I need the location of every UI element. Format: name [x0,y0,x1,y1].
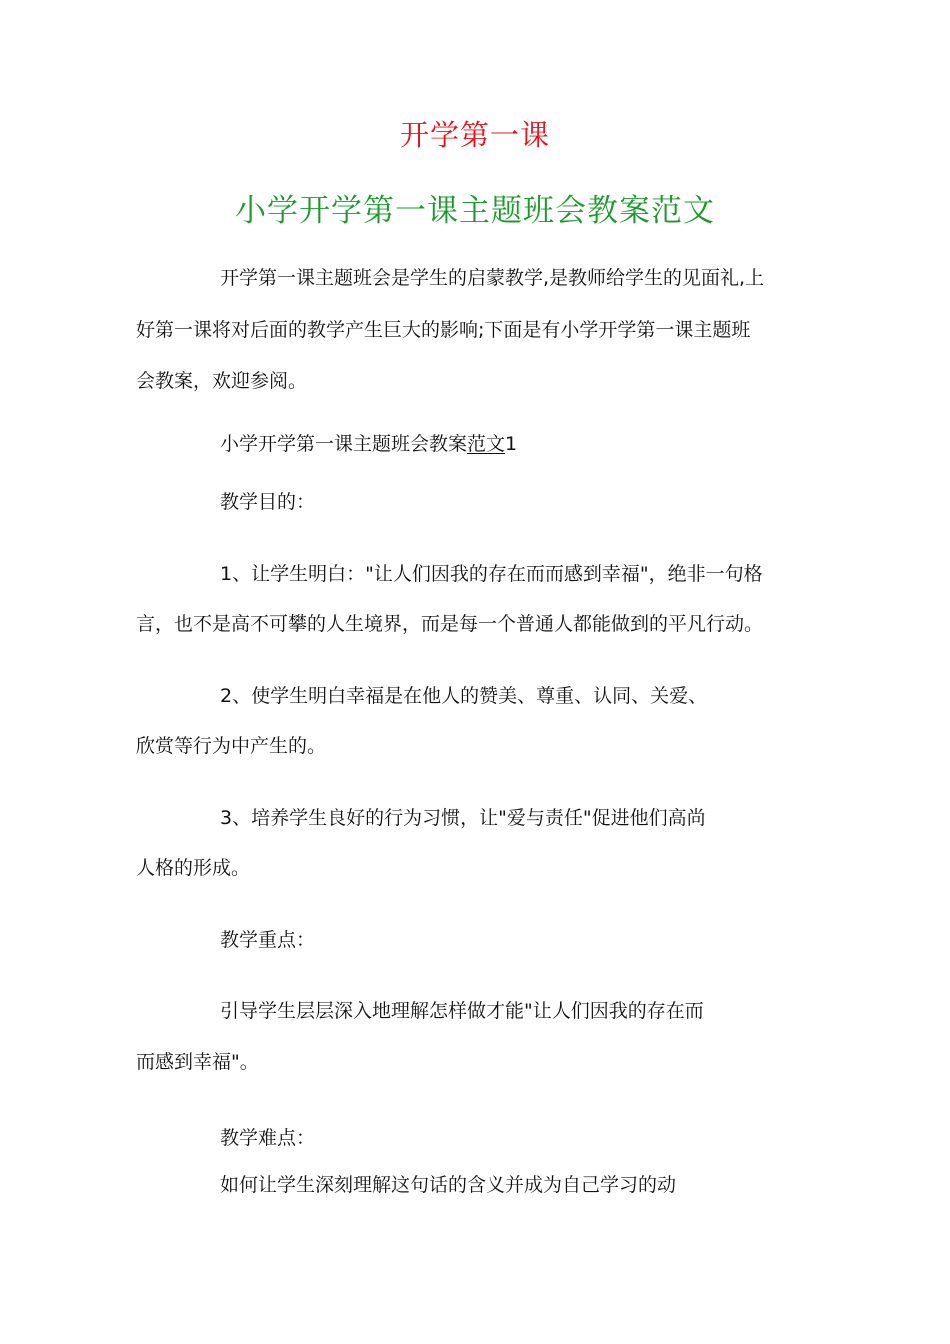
intro-line: 开学第一课主题班会是学生的启蒙教学,是教师给学生的见面礼,上 [220,267,765,289]
objectives-label: 教学目的： [220,491,316,513]
section-heading-text: 小学开学第一课主题班会教案 [220,433,468,455]
document-subtitle: 小学开学第一课主题班会教案范文 [235,193,715,229]
objective-line: 1、让学生明白："让人们因我的存在而而感到幸福"，绝非一句格 [220,563,763,585]
objective-line: 言，也不是高不可攀的人生境界，而是每一个普通人都能做到的平凡行动。 [136,613,764,635]
key-points-line: 而感到幸福"。 [136,1051,259,1073]
section-heading-number: 1 [505,433,518,455]
document-title: 开学第一课 [399,118,550,152]
intro-line: 好第一课将对后面的教学产生巨大的影响;下面是有小学开学第一课主题班 [136,319,751,341]
section-heading [220,432,517,456]
objective-line: 3、培养学生良好的行为习惯，让"爱与责任"促进他们高尚 [220,807,706,829]
difficulty-label: 教学难点： [220,1127,316,1149]
key-points-line: 引导学生层层深入地理解怎样做才能"让人们因我的存在而 [220,1000,704,1022]
difficulty-line: 如何让学生深刻理解这句话的含义并成为自己学习的动 [220,1174,677,1196]
objective-line: 人格的形成。 [136,857,251,879]
intro-line: 会教案，欢迎参阅。 [136,370,308,392]
objective-line: 欣赏等行为中产生的。 [136,735,327,757]
section-heading-link[interactable]: 范文 [467,433,506,455]
key-points-label: 教学重点： [220,929,316,951]
objective-line: 2、使学生明白幸福是在他人的赞美、尊重、认同、关爱、 [220,685,708,707]
